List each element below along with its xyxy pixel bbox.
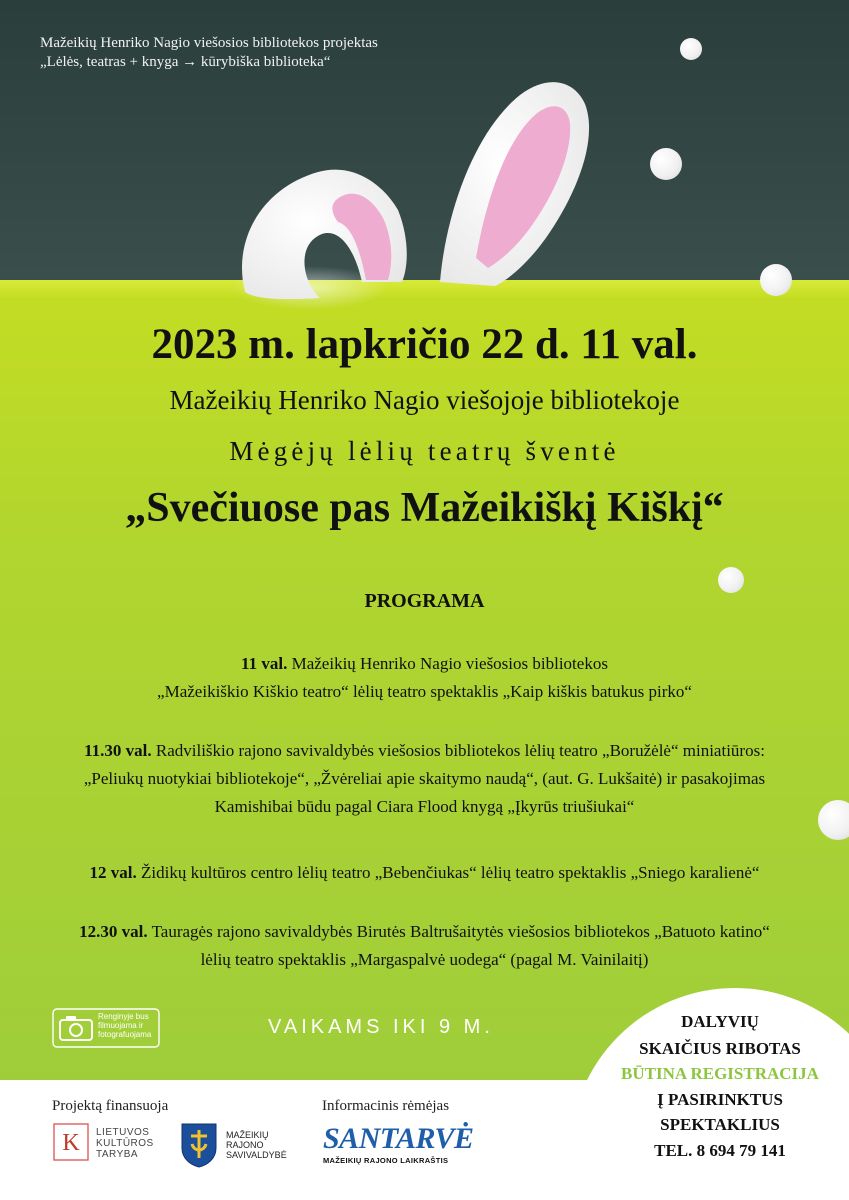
- bunny-ears-illustration: [0, 0, 849, 310]
- lkt-line: KULTŪROS: [96, 1138, 154, 1149]
- program-text: „Peliukų nuotykiai bibliotekoje“, „Žvėreliai apie skaitymo naudą“, (aut. G. Lukšaitė) ir pasakojimas: [83, 769, 766, 788]
- registration-line: SKAIČIUS RIBOTAS: [639, 1039, 801, 1058]
- registration-line: SPEKTAKLIUS: [660, 1115, 780, 1134]
- bubble-decoration: [680, 38, 702, 60]
- camera-notice-text: Renginyje bus filmuojama ir fotografuojama: [98, 1012, 152, 1039]
- lkt-line: LIETUVOS: [96, 1127, 150, 1138]
- info-partner-label: Informacinis rėmėjas: [322, 1098, 450, 1114]
- registration-required: BŪTINA REGISTRACIJA: [621, 1064, 819, 1083]
- funded-by-label: Projektą finansuoja: [52, 1098, 169, 1114]
- municipality-coat-of-arms-icon: [180, 1122, 218, 1168]
- event-date: 2023 m. lapkričio 22 d. 11 val.: [151, 321, 698, 368]
- program-text: Kamishibai būdu pagal Ciara Flood knygą „Įkyrūs triušiukai“: [214, 797, 635, 816]
- program-item: [16, 918, 833, 974]
- santarve-logo: [323, 1122, 474, 1165]
- program-time: 11 val.: [241, 654, 288, 673]
- program-item: [16, 737, 833, 821]
- program-time: 12.30 val.: [79, 922, 148, 941]
- program-text: lėlių teatro spektaklis „Margaspalvė uodega“ (pagal M. Vainilaitį): [200, 950, 649, 969]
- municipality-line: MAŽEIKIŲ: [226, 1130, 269, 1140]
- santarve-subtitle: MAŽEIKIŲ RAJONO LAIKRAŠTIS: [323, 1156, 449, 1165]
- program-text: Mažeikių Henriko Nagio viešosios bibliotekos: [291, 654, 608, 673]
- festival-name: Mėgėjų lėlių teatrų šventė: [229, 436, 620, 466]
- age-notice: VAIKAMS IKI 9 M.: [268, 1016, 494, 1038]
- project-line-2: „Lėlės, teatras + knyga → kūrybiška biblioteka“: [40, 54, 331, 70]
- municipality-name: [226, 1130, 287, 1160]
- lkt-logo-icon: [53, 1123, 89, 1161]
- program-text: Radviliškio rajono savivaldybės viešosios bibliotekos lėlių teatro „Boružėlė“ miniatiūros:: [155, 741, 765, 760]
- registration-phone: TEL. 8 694 79 141: [654, 1141, 786, 1160]
- program-item: [16, 650, 833, 706]
- program-text: Židikų kultūros centro lėlių teatro „Bebenčiukas“ lėlių teatro spektaklis „Sniego karalienė“: [141, 863, 760, 882]
- registration-line: Į PASIRINKTUS: [657, 1090, 783, 1109]
- camera-icon: [60, 1016, 92, 1040]
- event-title: „Svečiuose pas Mažeikiškį Kiškį“: [125, 485, 724, 531]
- municipality-line: SAVIVALDYBĖ: [226, 1150, 287, 1160]
- bubble-decoration: [650, 148, 682, 180]
- santarve-name: SANTARVĖ: [323, 1122, 474, 1155]
- lkt-letter: K: [62, 1130, 80, 1156]
- bubble-decoration: [760, 264, 792, 296]
- municipality-line: RAJONO: [226, 1140, 264, 1150]
- project-line-1: Mažeikių Henriko Nagio viešosios bibliotekos projektas: [40, 35, 378, 51]
- program-heading: PROGRAMA: [364, 590, 485, 612]
- program-text: Tauragės rajono savivaldybės Birutės Baltrušaitytės viešosios bibliotekos „Batuoto katino“: [151, 922, 770, 941]
- program-text: „Mažeikiškio Kiškio teatro“ lėlių teatro spektaklis „Kaip kiškis batukus pirko“: [157, 682, 692, 701]
- registration-line: DALYVIŲ: [681, 1012, 759, 1031]
- program-item: [16, 859, 833, 887]
- program-time: 12 val.: [89, 863, 137, 882]
- lkt-name: [96, 1127, 154, 1160]
- program-time: 11.30 val.: [84, 741, 152, 760]
- event-venue: Mažeikių Henriko Nagio viešojoje bibliotekoje: [169, 385, 680, 415]
- lkt-line: TARYBA: [96, 1149, 139, 1160]
